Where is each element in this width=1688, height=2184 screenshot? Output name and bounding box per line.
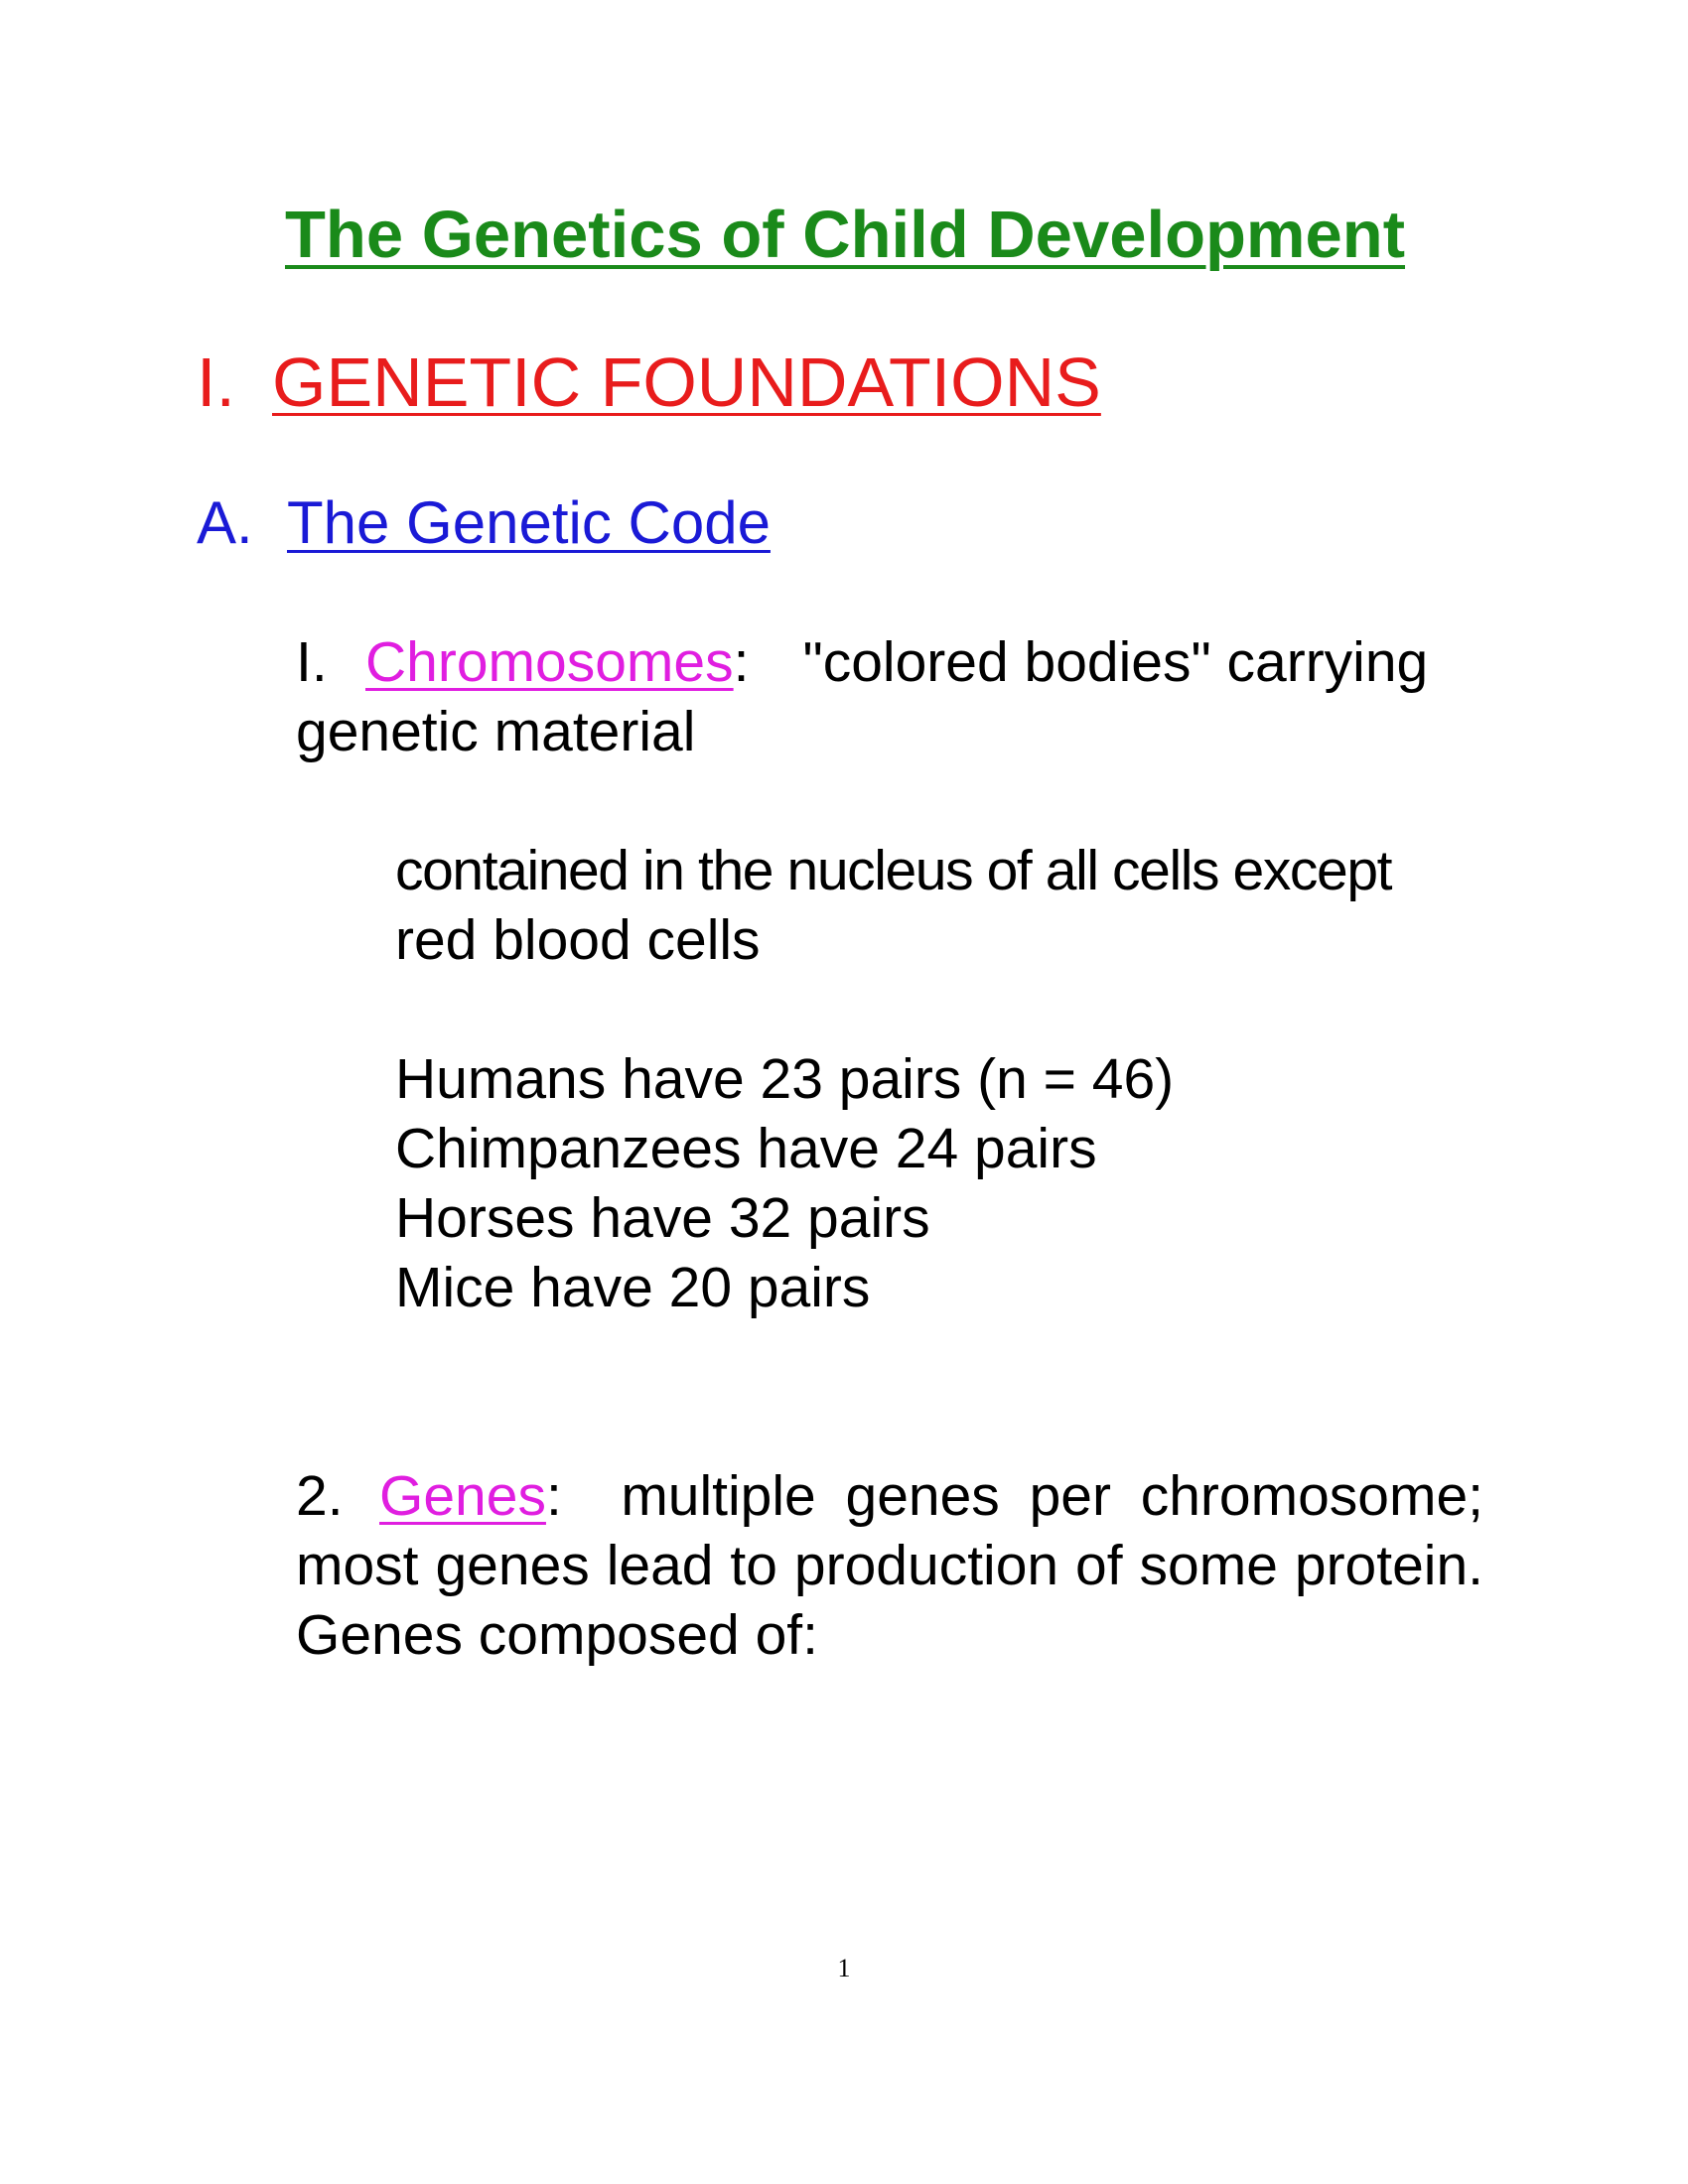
- chromosomes-definition-line1: "colored bodies" carrying: [802, 630, 1429, 694]
- section-heading-text: GENETIC FOUNDATIONS: [272, 343, 1101, 421]
- chromosomes-definition-line2: genetic material: [296, 700, 696, 763]
- page-title: [285, 197, 1405, 273]
- subsection-heading-text: The Genetic Code: [287, 489, 771, 556]
- section-heading: [197, 342, 1101, 423]
- subsection-letter: A.: [197, 489, 253, 556]
- chromosomes-note-line2: red blood cells: [395, 908, 761, 972]
- fact-humans: Humans have 23 pairs (n = 46): [395, 1047, 1175, 1111]
- fact-mice: Mice have 20 pairs: [395, 1256, 871, 1319]
- chromosomes-note-line1: contained in the nucleus of all cells except: [395, 839, 1392, 902]
- chromosome-facts-list: [395, 1044, 1487, 1322]
- fact-chimpanzees: Chimpanzees have 24 pairs: [395, 1117, 1097, 1180]
- term-colon: :: [733, 630, 750, 694]
- page-title-text: The Genetics of Child Development: [285, 198, 1406, 272]
- page-number: 1: [837, 1954, 851, 1982]
- section-number: I.: [197, 343, 235, 421]
- fact-horses: Horses have 32 pairs: [395, 1186, 930, 1250]
- genes-term: Genes: [379, 1464, 546, 1528]
- chromosomes-note: [395, 836, 1487, 975]
- chromosomes-term: Chromosomes: [365, 630, 734, 694]
- subsection-heading: [197, 488, 771, 557]
- item-number: I.: [296, 630, 328, 694]
- chromosomes-item: [296, 627, 1483, 766]
- genes-description: multiple genes per chromosome; most genes lead to production of some protein. Genes composed of:: [296, 1464, 1483, 1667]
- item-number: 2.: [296, 1464, 344, 1528]
- genes-item: [296, 1461, 1483, 1670]
- term-colon: :: [545, 1464, 562, 1528]
